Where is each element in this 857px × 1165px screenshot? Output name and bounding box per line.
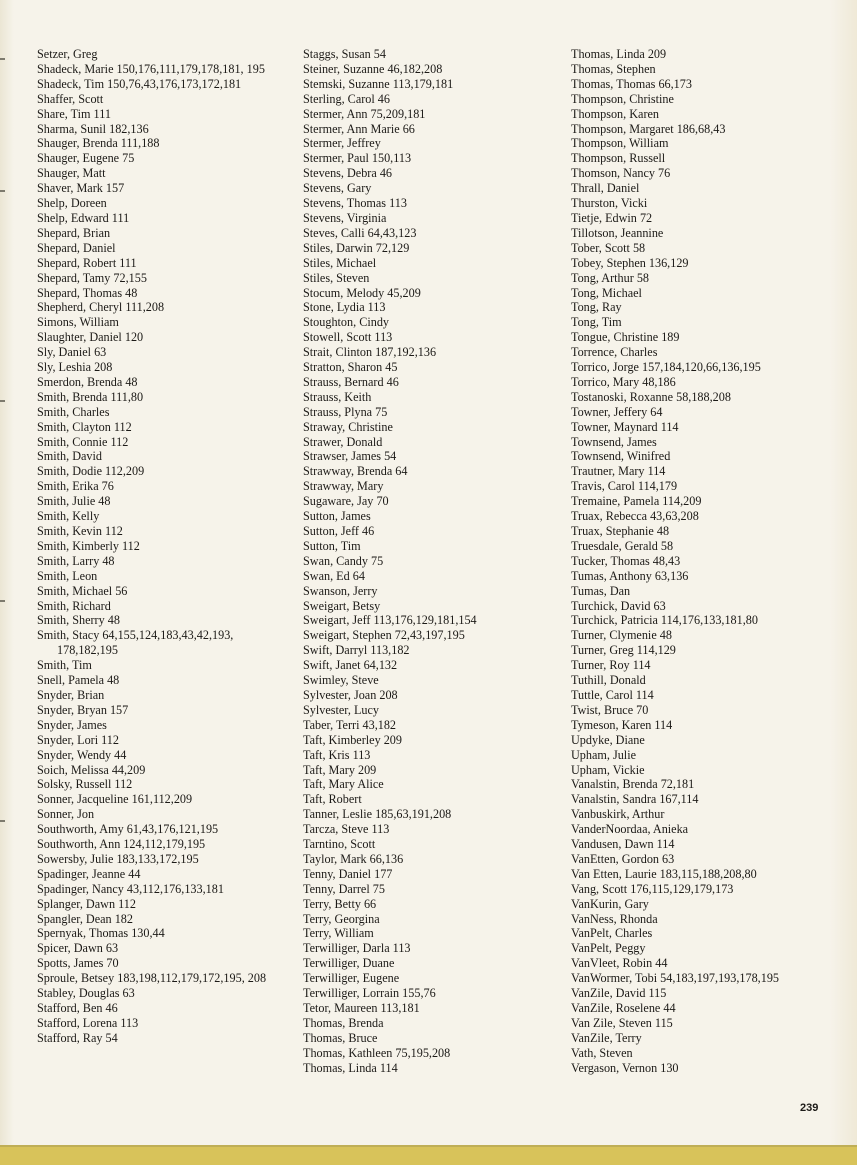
index-entry: Snyder, James [37,717,107,732]
index-entry: Stevens, Gary [303,181,372,196]
index-entry: Swift, Janet 64,132 [303,658,398,673]
index-entry: Swan, Candy 75 [303,553,384,568]
index-entry: VanderNoordaa, Anieka [571,822,689,837]
index-entry: Vang, Scott 176,115,129,179,173 [571,881,734,896]
index-entry: Smith, Erika 76 [37,479,114,494]
index-entry: Terry, Betty 66 [303,896,377,911]
index-entry: Stowell, Scott 113 [303,330,393,345]
index-entry: Tremaine, Pamela 114,209 [571,494,702,509]
index-entry: Vanalstin, Brenda 72,181 [571,777,695,792]
index-entry: Snyder, Bryan 157 [37,702,129,717]
index-entry: Terwilliger, Lorrain 155,76 [303,986,436,1001]
index-entry: Tuttle, Carol 114 [571,687,654,702]
index-entry: Vath, Steven [571,1045,633,1060]
index-entry: Sylvester, Joan 208 [303,687,398,702]
index-entry: Tucker, Thomas 48,43 [571,553,681,568]
index-entry: Sharma, Sunil 182,136 [37,121,149,136]
index-entry: Spadinger, Jeanne 44 [37,866,141,881]
index-entry: Tumas, Anthony 63,136 [571,568,689,583]
index-entry: Thrall, Daniel [571,181,640,196]
index-entry: Towner, Jeffery 64 [571,404,663,419]
index-entry: Smith, Michael 56 [37,583,128,598]
index-entry: VanZile, David 115 [571,986,667,1001]
index-entry: Terry, William [303,926,374,941]
index-entry: Slaughter, Daniel 120 [37,330,144,345]
index-entry: Terwilliger, Duane [303,956,395,971]
index-entry: Smith, Julie 48 [37,494,111,509]
index-entry: Twist, Bruce 70 [571,702,649,717]
index-entry: Tenny, Darrel 75 [303,881,385,896]
index-entry: Smith, Stacy 64,155,124,183,43,42,193, 178,182,195 [37,628,234,658]
index-entry: Staggs, Susan 54 [303,47,386,61]
index-entry: VanPelt, Charles [571,926,653,941]
index-entry: Shauger, Matt [37,166,106,181]
index-entry: Shauger, Brenda 111,188 [37,136,160,151]
index-entry: Smith, David [37,449,103,464]
index-entry: Smith, Kelly [37,509,100,524]
index-entry: Sproule, Betsey 183,198,112,179,172,195, 208 [37,971,267,986]
index-entry: Sowersby, Julie 183,133,172,195 [37,851,199,866]
index-entry: Steiner, Suzanne 46,182,208 [303,61,443,76]
index-entry: Tarntino, Scott [303,837,376,852]
index-entry: Straway, Christine [303,419,393,434]
page-number: 239 [800,1102,819,1114]
index-entry: Sweigart, Jeff 113,176,129,181,154 [303,613,477,628]
index-entry: Sutton, Tim [303,538,361,553]
index-entry: Turner, Greg 114,129 [571,643,676,658]
index-entry: VanVleet, Robin 44 [571,956,668,971]
index-entry: Terwilliger, Eugene [303,971,400,986]
index-entry: Taft, Kris 113 [303,747,371,762]
index-entry: Smith, Charles [37,404,110,419]
index-entry: Swan, Ed 64 [303,568,365,583]
index-entry: Taft, Robert [303,792,362,807]
index-column-2 [303,47,563,1076]
index-entry: Spernyak, Thomas 130,44 [37,926,165,941]
index-entry: Smith, Clayton 112 [37,419,132,434]
margin-mark [0,820,5,822]
index-entry: Tuthill, Donald [571,673,646,688]
index-entry: Stiles, Michael [303,255,377,270]
index-entry: Smith, Sherry 48 [37,613,120,628]
index-entry: Torrico, Jorge 157,184,120,66,136,195 [571,360,761,375]
margin-mark [0,190,5,192]
index-entry: Stermer, Jeffrey [303,136,381,151]
index-entry: Thomas, Linda 209 [571,47,667,61]
index-entry: Strauss, Bernard 46 [303,374,399,389]
index-entry: Thomas, Linda 114 [303,1060,398,1075]
index-entry: Vergason, Vernon 130 [571,1060,679,1075]
index-entry: Thompson, William [571,136,669,151]
index-entry: Sutton, Jeff 46 [303,524,375,538]
index-entry: Stone, Lydia 113 [303,300,386,315]
index-entry: Taylor, Mark 66,136 [303,851,404,866]
index-entry: Smith, Brenda 111,80 [37,389,144,404]
index-entry: Stocum, Melody 45,209 [303,285,421,300]
index-entry: Taft, Mary 209 [303,762,377,777]
index-entry: Stermer, Ann 75,209,181 [303,106,426,121]
index-entry: Smith, Tim [37,658,92,673]
index-entry: Strauss, Keith [303,389,372,404]
index-entry: Vanbuskirk, Arthur [571,807,665,822]
index-entry: Turchick, Patricia 114,176,133,181,80 [571,613,758,628]
index-entry: Shauger, Eugene 75 [37,151,135,166]
index-entry: Stratton, Sharon 45 [303,360,398,375]
index-entry: Terry, Georgina [303,911,380,926]
index-entry: VanZile, Roselene 44 [571,1001,676,1015]
index-entry: Taft, Mary Alice [303,777,384,792]
index-entry: Shadeck, Marie 150,176,111,179,178,181, 195 [37,61,265,76]
index-entry: Spotts, James 70 [37,956,119,971]
index-entry: Stiles, Darwin 72,129 [303,240,410,255]
index-entry: Strauss, Plyna 75 [303,404,388,419]
page-binding-strip [0,1147,857,1165]
index-entry: Sutton, James [303,509,371,524]
index-entry: Tetor, Maureen 113,181 [303,1001,420,1015]
index-entry: Tanner, Leslie 185,63,191,208 [303,807,452,822]
margin-mark [0,600,5,602]
index-entry: Truax, Stephanie 48 [571,524,670,538]
index-entry: Shaffer, Scott [37,91,104,106]
index-entry: Vanalstin, Sandra 167,114 [571,792,699,807]
index-entry: Stermer, Paul 150,113 [303,151,412,166]
index-entry: Swimley, Steve [303,673,379,688]
index-entry: Turner, Clymenie 48 [571,628,672,643]
margin-mark [0,400,5,402]
index-entry: VanKurin, Gary [571,896,649,911]
index-entry: Truesdale, Gerald 58 [571,538,674,553]
index-entry: Strawway, Mary [303,479,384,494]
index-entry: Spicer, Dawn 63 [37,941,119,956]
index-entry: Smith, Larry 48 [37,553,115,568]
index-entry: Updyke, Diane [571,732,645,747]
index-entry: Strait, Clinton 187,192,136 [303,345,437,360]
index-entry: Stabley, Douglas 63 [37,986,135,1001]
index-entry: Travis, Carol 114,179 [571,479,678,494]
index-entry: Smerdon, Brenda 48 [37,374,138,389]
index-entry: Van Zile, Steven 115 [571,1015,673,1030]
index-entry: Thomas, Thomas 66,173 [571,76,692,91]
index-entry: Stoughton, Cindy [303,315,390,330]
index-entry: Shepard, Brian [37,225,111,240]
index-entry: Tymeson, Karen 114 [571,717,673,732]
index-entry: Shelp, Doreen [37,196,107,211]
index-entry: Soich, Melissa 44,209 [37,762,146,777]
index-entry: Taft, Kimberley 209 [303,732,402,747]
index-entry: Sly, Daniel 63 [37,345,107,360]
margin-mark [0,58,5,60]
index-entry: Torrico, Mary 48,186 [571,374,676,389]
index-entry: Tumas, Dan [571,583,631,598]
index-entry: Strawer, Donald [303,434,383,449]
index-entry: Thompson, Karen [571,106,660,121]
index-entry: Tongue, Christine 189 [571,330,680,345]
index-entry: Shadeck, Tim 150,76,43,176,173,172,181 [37,76,242,91]
index-column-3 [571,47,851,1076]
index-entry: Sylvester, Lucy [303,702,380,717]
index-entry: Shaver, Mark 157 [37,181,125,196]
index-entry: Sly, Leshia 208 [37,360,113,375]
index-entry: Stevens, Debra 46 [303,166,393,181]
index-entry: Setzer, Greg [37,47,98,61]
index-entry: Thompson, Russell [571,151,666,166]
index-entry: Stevens, Virginia [303,210,387,225]
index-entry: Spangler, Dean 182 [37,911,133,926]
index-entry: Smith, Connie 112 [37,434,129,449]
index-entry: Van Etten, Laurie 183,115,188,208,80 [571,866,757,881]
index-entry: Townsend, Winifred [571,449,671,464]
index-column-1 [37,47,297,1046]
index-entry: Southworth, Amy 61,43,176,121,195 [37,822,219,837]
index-entry: Tong, Tim [571,315,622,330]
index-entry: Upham, Vickie [571,762,645,777]
index-entry: Spadinger, Nancy 43,112,176,133,181 [37,881,224,896]
index-entry: Tong, Arthur 58 [571,270,650,285]
index-entry: Trautner, Mary 114 [571,464,666,479]
index-entry: Vandusen, Dawn 114 [571,837,675,852]
index-entry: Swift, Darryl 113,182 [303,643,410,658]
index-entry: Shepherd, Cheryl 111,208 [37,300,165,315]
index-entry: Tenny, Daniel 177 [303,866,393,881]
index-entry: Snyder, Brian [37,687,105,702]
index-entry: Thomas, Brenda [303,1015,384,1030]
index-entry: Sugaware, Jay 70 [303,494,389,509]
index-entry: Shelp, Edward 111 [37,210,130,225]
index-entry: Taber, Terri 43,182 [303,717,397,732]
index-entry: Smith, Kevin 112 [37,524,123,538]
index-entry: VanWormer, Tobi 54,183,197,193,178,195 [571,971,780,986]
index-entry: Tober, Scott 58 [571,240,646,255]
index-entry: Tillotson, Jeannine [571,225,664,240]
index-entry: Turner, Roy 114 [571,658,651,673]
index-entry: Tostanoski, Roxanne 58,188,208 [571,389,731,404]
index-entry: Splanger, Dawn 112 [37,896,136,911]
index-entry: Shepard, Thomas 48 [37,285,138,300]
index-entry: Snell, Pamela 48 [37,673,120,688]
index-entry: VanEtten, Gordon 63 [571,851,675,866]
index-entry: Thompson, Margaret 186,68,43 [571,121,726,136]
index-entry: Thomas, Stephen [571,61,656,76]
index-entry: Tietje, Edwin 72 [571,210,653,225]
index-entry: Strawway, Brenda 64 [303,464,408,479]
index-entry: Sonner, Jacqueline 161,112,209 [37,792,193,807]
index-entry: Thurston, Vicki [571,196,648,211]
index-entry: Simons, William [37,315,119,330]
index-entry: Tong, Michael [571,285,642,300]
index-entry: Sweigart, Stephen 72,43,197,195 [303,628,465,643]
index-entry: Shepard, Tamy 72,155 [37,270,147,285]
index-entry: Townsend, James [571,434,657,449]
index-entry: VanZile, Terry [571,1030,642,1045]
index-entry: Thomson, Nancy 76 [571,166,671,181]
index-entry: Smith, Dodie 112,209 [37,464,145,479]
index-entry: Stafford, Ray 54 [37,1030,118,1045]
index-entry: Smith, Kimberly 112 [37,538,140,553]
index-entry: Solsky, Russell 112 [37,777,133,792]
index-entry: Truax, Rebecca 43,63,208 [571,509,699,524]
index-entry: Southworth, Ann 124,112,179,195 [37,837,206,852]
index-entry: Stermer, Ann Marie 66 [303,121,415,136]
index-entry: Smith, Richard [37,598,111,613]
index-entry: Snyder, Wendy 44 [37,747,127,762]
index-entry: Torrence, Charles [571,345,658,360]
index-entry: Towner, Maynard 114 [571,419,679,434]
index-entry: Shepard, Daniel [37,240,116,255]
index-entry: Thompson, Christine [571,91,674,106]
index-entry: Sonner, Jon [37,807,95,822]
index-entry: Upham, Julie [571,747,636,762]
index-entry: Sterling, Carol 46 [303,91,390,106]
index-entry: Thomas, Bruce [303,1030,378,1045]
index-entry: Snyder, Lori 112 [37,732,119,747]
index-entry: Tobey, Stephen 136,129 [571,255,689,270]
index-entry: Share, Tim 111 [37,106,111,121]
index-entry: Steves, Calli 64,43,123 [303,225,417,240]
index-entry: Terwilliger, Darla 113 [303,941,411,956]
index-entry: VanPelt, Peggy [571,941,646,956]
index-entry: Smith, Leon [37,568,98,583]
index-entry: Stevens, Thomas 113 [303,196,407,211]
index-entry: Tarcza, Steve 113 [303,822,390,837]
index-entry: Shepard, Robert 111 [37,255,137,270]
index-entry: Turchick, David 63 [571,598,666,613]
index-entry: Swanson, Jerry [303,583,378,598]
index-entry: Stiles, Steven [303,270,370,285]
index-entry: Stafford, Ben 46 [37,1001,118,1015]
index-entry: Thomas, Kathleen 75,195,208 [303,1045,451,1060]
index-entry: Stemski, Suzanne 113,179,181 [303,76,454,91]
index-entry: Sweigart, Betsy [303,598,381,613]
index-entry: Stafford, Lorena 113 [37,1015,139,1030]
index-entry: VanNess, Rhonda [571,911,658,926]
index-entry: Strawser, James 54 [303,449,397,464]
index-entry: Tong, Ray [571,300,622,315]
